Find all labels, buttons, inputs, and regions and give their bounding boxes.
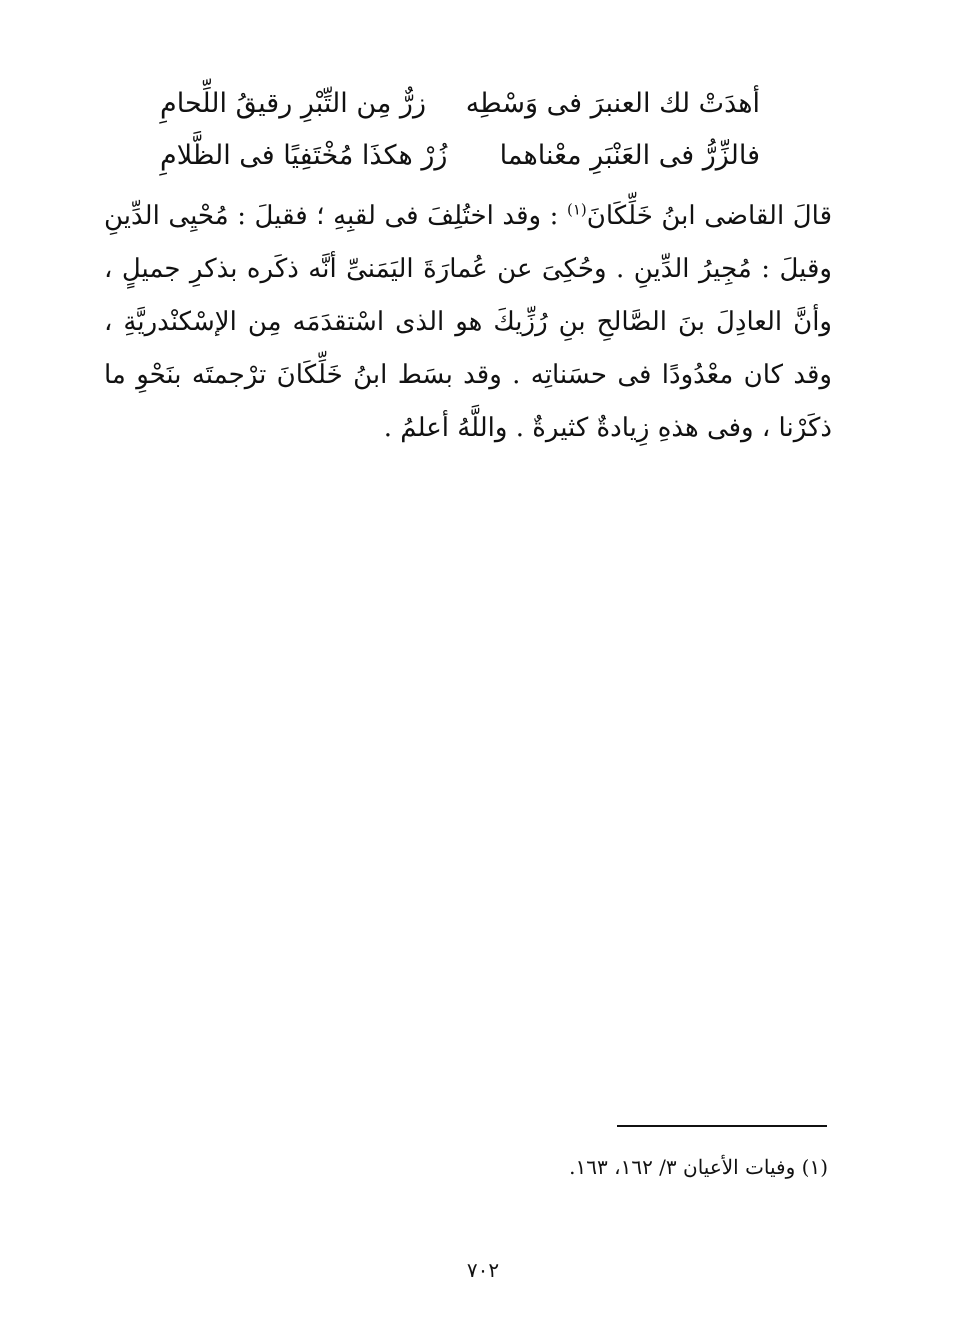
poem-verse-1-second-hemistich: زرٌّ مِن التِّبْرِ رقيقُ اللِّحامِ: [160, 87, 426, 119]
body-paragraph-text: [104, 190, 832, 455]
poem-verse-1: [160, 78, 760, 128]
poem-verse-2-second-hemistich: زُرْ هكذَا مُخْتَفِيًا فى الظَّلامِ: [160, 139, 448, 171]
body-paragraph: [104, 190, 832, 455]
body-text-opening: قالَ القاضى ابنُ خَلِّكَانَ: [586, 201, 832, 231]
footnote-separator-rule: [617, 1125, 827, 1127]
footnote-text: (١) وفيات الأعيان ٣/ ١٦٢، ١٦٣.: [569, 1155, 828, 1179]
poem-verse-2: [160, 130, 760, 180]
poem-verse-1-first-hemistich: أهدَتْ لك العنبرَ فى وَسْطِه: [465, 87, 760, 119]
body-text-continuation: : وقد اختُلِفَ فى لقبِهِ ؛ فقيلَ : مُحْيِى الدِّينِ وقيلَ : مُجِيرُ الدِّينِ . وحُكِىَ عن عُمارَةَ اليَمَنىِّ أنَّه ذكَره بذكرِ جميلٍ ، وأنَّ العادِلَ بنَ الصَّالحِ بنِ رُزِّيكَ هو الذى اسْتقدَمَه مِن الإسْكنْدريَّةِ ، وقد كان معْدُودًا فى حسَناتِه . وقد بسَط ابنُ خَلِّكَانَ ترْجمتَه بنَحْوِ ما ذكَرْنا ، وفى هذهِ زِيادةٌ كثيرةٌ . واللَّهُ أعلمُ .: [104, 201, 832, 443]
page-number: ٧٠٢: [466, 1258, 500, 1282]
footnote-reference-marker[interactable]: (١): [566, 200, 587, 219]
poem-verse-2-first-hemistich: فالزِّرُّ فى العَنْبَرِ معْناهما: [499, 139, 760, 171]
